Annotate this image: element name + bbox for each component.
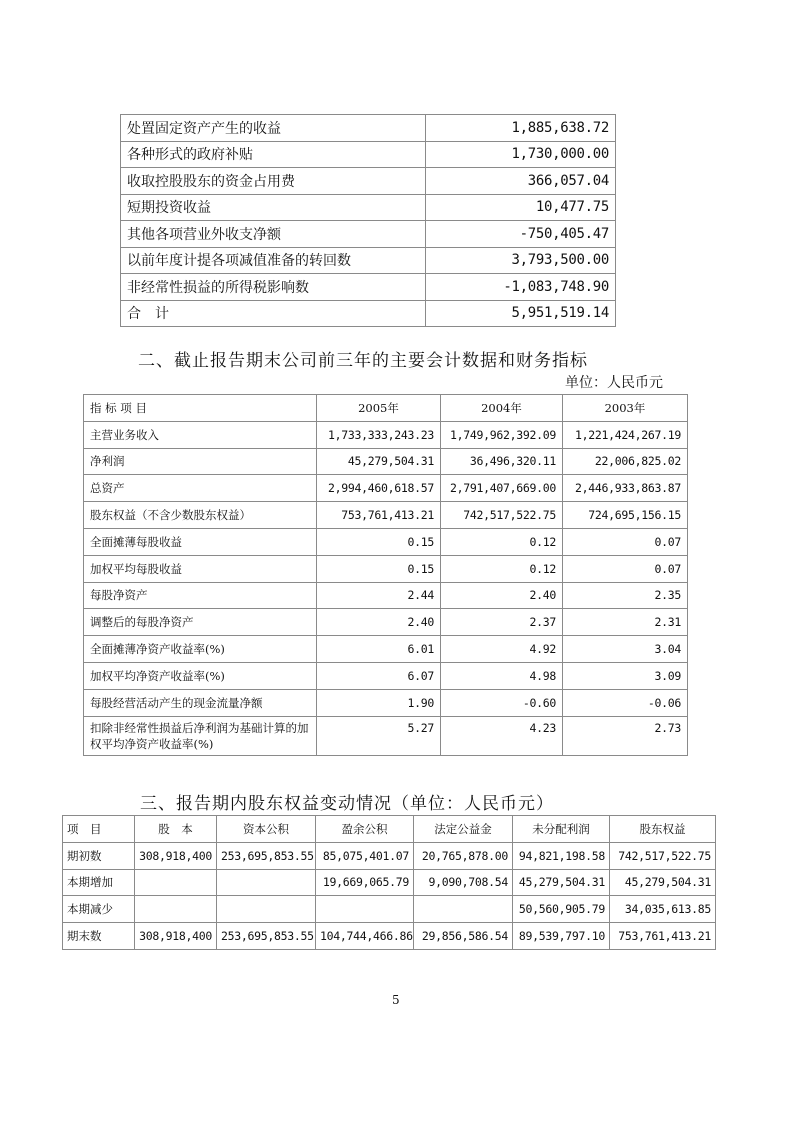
row-label: 本期减少	[63, 896, 135, 923]
item-label: 其他各项营业外收支净额	[121, 221, 426, 248]
page-number: 5	[392, 993, 400, 1007]
table-row	[121, 168, 616, 195]
value-2003: 2.31	[563, 609, 688, 636]
value-2004: 0.12	[441, 555, 563, 582]
value-2005: 0.15	[317, 555, 441, 582]
table-row	[121, 194, 616, 221]
table-row	[121, 141, 616, 168]
value-2004: 2.37	[441, 609, 563, 636]
value-2005: 6.07	[317, 662, 441, 689]
item-value: -1,083,748.90	[426, 274, 616, 301]
value-2003: 0.07	[563, 555, 688, 582]
item-label: 收取控股股东的资金占用费	[121, 168, 426, 195]
value-2004: 4.92	[441, 636, 563, 663]
value-2004: 2.40	[441, 582, 563, 609]
value-2005: 1,733,333,243.23	[317, 421, 441, 448]
value-2004: -0.60	[441, 689, 563, 716]
table-row	[63, 842, 716, 869]
total-label: 合 计	[121, 300, 426, 327]
item-value: 366,057.04	[426, 168, 616, 195]
table-row	[63, 869, 716, 896]
item-value: 1,885,638.72	[426, 115, 616, 142]
value-2005: 0.15	[317, 528, 441, 555]
header-capital-reserve: 资本公积	[217, 816, 316, 843]
value-2004: 0.12	[441, 528, 563, 555]
row-label: 本期增加	[63, 869, 135, 896]
header-item: 项 目	[63, 816, 135, 843]
table-row	[84, 662, 688, 689]
value-2003: 3.04	[563, 636, 688, 663]
item-value: -750,405.47	[426, 221, 616, 248]
value-2005: 5.27	[317, 716, 441, 755]
cell-surplus-reserve: 19,669,065.79	[316, 869, 414, 896]
value-2004: 36,496,320.11	[441, 448, 563, 475]
cell-capital-reserve	[217, 896, 316, 923]
cell-capital-reserve: 253,695,853.55	[217, 842, 316, 869]
item-label: 非经常性损益的所得税影响数	[121, 274, 426, 301]
section-3-title: 三、报告期内股东权益变动情况（单位：人民币元）	[140, 794, 554, 814]
table-row	[84, 636, 688, 663]
header-2003: 2003年	[563, 395, 688, 422]
table-row	[121, 221, 616, 248]
value-2003: 2.73	[563, 716, 688, 755]
value-2003: 2,446,933,863.87	[563, 475, 688, 502]
value-2005: 1.90	[317, 689, 441, 716]
cell-undistributed-profit: 45,279,504.31	[513, 869, 610, 896]
row-label: 主营业务收入	[84, 421, 317, 448]
header-undistributed-profit: 未分配利润	[513, 816, 610, 843]
cell-statutory-welfare: 29,856,586.54	[414, 923, 513, 950]
cell-undistributed-profit: 50,560,905.79	[513, 896, 610, 923]
table-row	[84, 716, 688, 755]
table-row	[84, 448, 688, 475]
table-row	[63, 923, 716, 950]
value-2004: 4.98	[441, 662, 563, 689]
item-value: 1,730,000.00	[426, 141, 616, 168]
value-2005: 2.44	[317, 582, 441, 609]
table-row	[84, 502, 688, 529]
cell-statutory-welfare: 9,090,708.54	[414, 869, 513, 896]
cell-capital-reserve	[217, 869, 316, 896]
value-2005: 753,761,413.21	[317, 502, 441, 529]
cell-shareholders-equity: 34,035,613.85	[610, 896, 716, 923]
row-label: 每股经营活动产生的现金流量净额	[84, 689, 317, 716]
row-label: 全面摊薄每股收益	[84, 528, 317, 555]
cell-share-capital	[135, 896, 217, 923]
row-label: 扣除非经常性损益后净利润为基础计算的加权平均净资产收益率(%)	[84, 716, 317, 755]
row-label: 总资产	[84, 475, 317, 502]
header-row	[84, 395, 688, 422]
value-2003: 3.09	[563, 662, 688, 689]
table-row	[84, 475, 688, 502]
row-label: 加权平均每股收益	[84, 555, 317, 582]
cell-statutory-welfare	[414, 896, 513, 923]
row-label: 每股净资产	[84, 582, 317, 609]
value-2003: -0.06	[563, 689, 688, 716]
row-label: 期初数	[63, 842, 135, 869]
header-2005: 2005年	[317, 395, 441, 422]
row-label: 股东权益（不含少数股东权益）	[84, 502, 317, 529]
item-value: 10,477.75	[426, 194, 616, 221]
cell-share-capital: 308,918,400	[135, 842, 217, 869]
non-recurring-items-table	[120, 114, 616, 327]
item-label: 处置固定资产产生的收益	[121, 115, 426, 142]
table-row	[63, 896, 716, 923]
value-2004: 2,791,407,669.00	[441, 475, 563, 502]
cell-undistributed-profit: 89,539,797.10	[513, 923, 610, 950]
table-row	[84, 528, 688, 555]
cell-share-capital	[135, 869, 217, 896]
value-2005: 6.01	[317, 636, 441, 663]
table-row	[84, 555, 688, 582]
item-label: 各种形式的政府补贴	[121, 141, 426, 168]
value-2005: 45,279,504.31	[317, 448, 441, 475]
value-2003: 0.07	[563, 528, 688, 555]
value-2004: 4.23	[441, 716, 563, 755]
header-shareholders-equity: 股东权益	[610, 816, 716, 843]
equity-changes-table	[62, 815, 716, 950]
cell-surplus-reserve	[316, 896, 414, 923]
header-2004: 2004年	[441, 395, 563, 422]
header-statutory-welfare: 法定公益金	[414, 816, 513, 843]
value-2003: 22,006,825.02	[563, 448, 688, 475]
value-2003: 724,695,156.15	[563, 502, 688, 529]
total-row	[121, 300, 616, 327]
cell-shareholders-equity: 742,517,522.75	[610, 842, 716, 869]
table-row	[84, 421, 688, 448]
key-financials-table	[83, 394, 688, 756]
cell-shareholders-equity: 45,279,504.31	[610, 869, 716, 896]
header-row	[63, 816, 716, 843]
value-2004: 1,749,962,392.09	[441, 421, 563, 448]
item-value: 3,793,500.00	[426, 247, 616, 274]
section-2-title: 二、截止报告期末公司前三年的主要会计数据和财务指标	[138, 351, 588, 371]
cell-capital-reserve: 253,695,853.55	[217, 923, 316, 950]
cell-surplus-reserve: 104,744,466.86	[316, 923, 414, 950]
cell-surplus-reserve: 85,075,401.07	[316, 842, 414, 869]
table-row	[84, 689, 688, 716]
value-2004: 742,517,522.75	[441, 502, 563, 529]
table-row	[121, 115, 616, 142]
value-2003: 1,221,424,267.19	[563, 421, 688, 448]
cell-shareholders-equity: 753,761,413.21	[610, 923, 716, 950]
row-label: 净利润	[84, 448, 317, 475]
cell-undistributed-profit: 94,821,198.58	[513, 842, 610, 869]
row-label: 全面摊薄净资产收益率(%)	[84, 636, 317, 663]
value-2005: 2.40	[317, 609, 441, 636]
unit-label: 单位：人民币元	[565, 375, 663, 391]
table-row	[84, 582, 688, 609]
cell-statutory-welfare: 20,765,878.00	[414, 842, 513, 869]
row-label: 调整后的每股净资产	[84, 609, 317, 636]
value-2003: 2.35	[563, 582, 688, 609]
cell-share-capital: 308,918,400	[135, 923, 217, 950]
header-surplus-reserve: 盈余公积	[316, 816, 414, 843]
value-2005: 2,994,460,618.57	[317, 475, 441, 502]
header-share-capital: 股 本	[135, 816, 217, 843]
row-label: 期末数	[63, 923, 135, 950]
total-value: 5,951,519.14	[426, 300, 616, 327]
header-indicator: 指 标 项 目	[84, 395, 317, 422]
row-label: 加权平均净资产收益率(%)	[84, 662, 317, 689]
item-label: 以前年度计提各项减值准备的转回数	[121, 247, 426, 274]
item-label: 短期投资收益	[121, 194, 426, 221]
table-row	[121, 247, 616, 274]
table-row	[121, 274, 616, 301]
table-row	[84, 609, 688, 636]
